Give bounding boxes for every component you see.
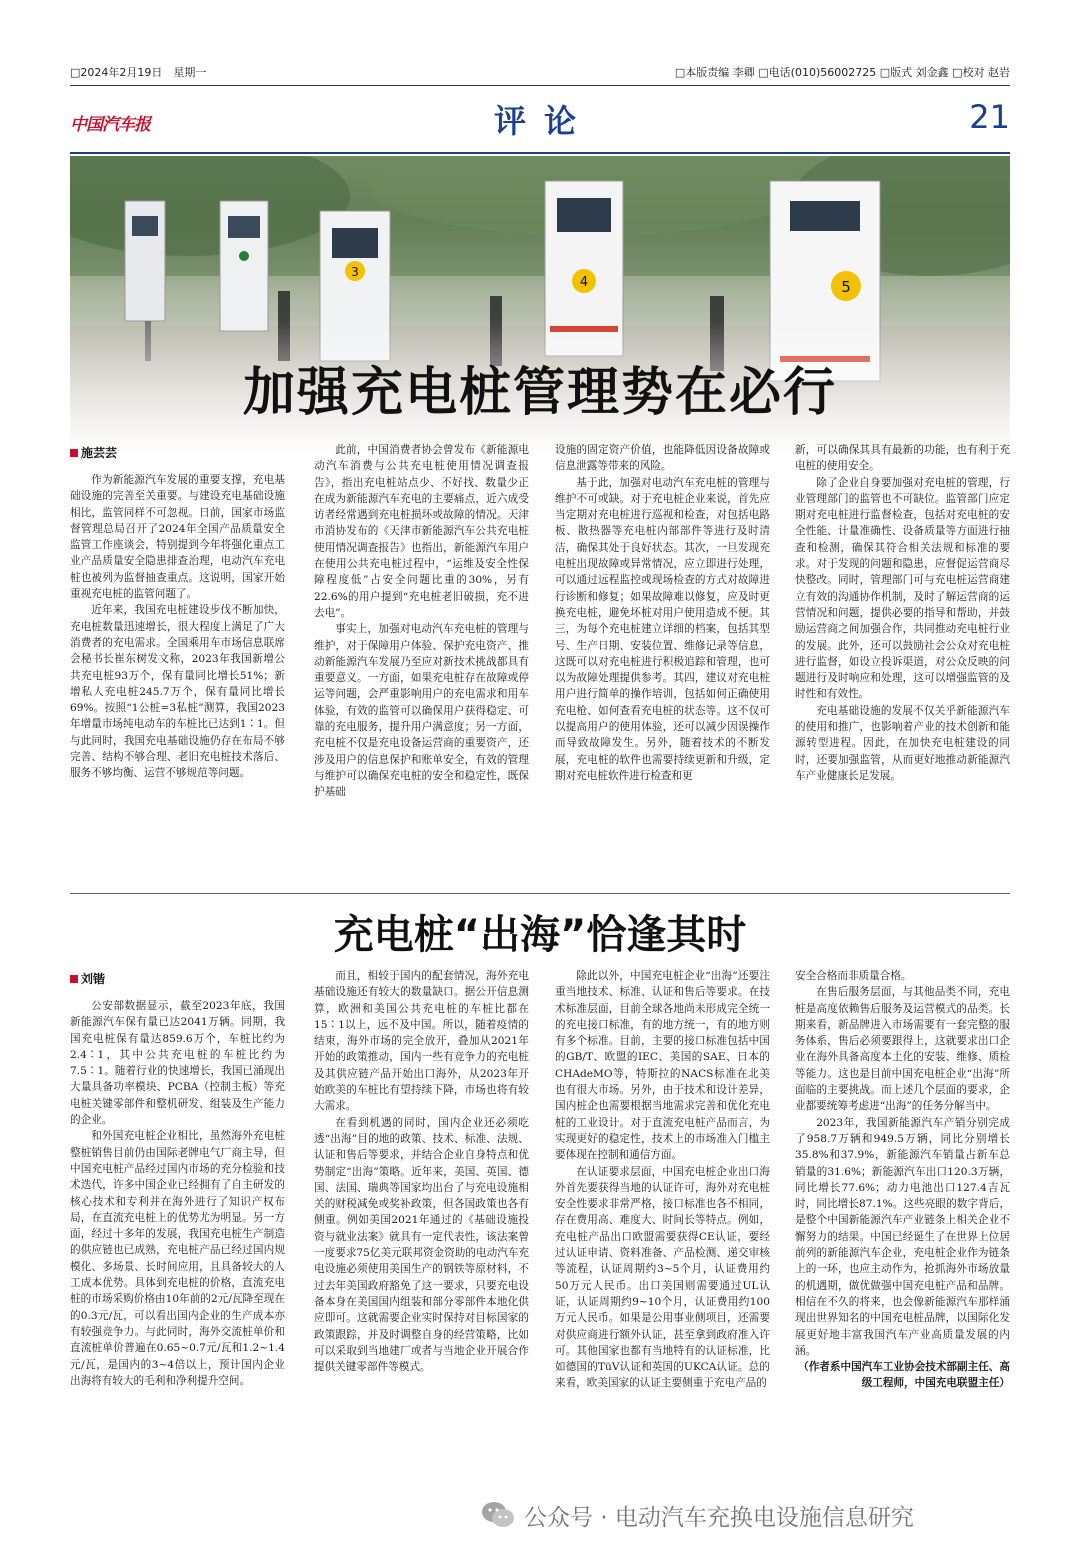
- byline-square-icon: [70, 449, 78, 457]
- wechat-watermark: [480, 1495, 914, 1535]
- article2-column-1: [70, 998, 285, 1468]
- article2-paragraph: 和外国充电桩企业相比，虽然海外充电桩整桩销售目前仍由国际老牌电气厂商主导，但中国充电桩产品经过国内市场的充分检验和技术迭代，许多中国企业已经拥有了自主研发的核心技术和专利并在海外进行了知识产权布局，在直流充电桩上的优势尤为明显。另一方面，经过十多年的发展，我国充电桩生产制造的供应链也已成熟，充电桩产品已经过国内规模化、多场景、长时间应用，且具备较大的人工成本优势。具体到充电桩的价格，直流充电桩的市场采购价格由10年前的2元/瓦降至现在的0.3元/瓦，可以看出国内企业的生产成本亦有较强竞争力。与此同时，海外交流桩单价和直流桩单价普遍在0.65~0.7元/瓦和1.2~1.4元/瓦，是国内的3~4倍以上，预计国内企业出海将有较大的毛利和净利提升空间。: [70, 1130, 285, 1387]
- article1-paragraph: 基于此，加强对电动汽车充电桩的管理与维护不可或缺。对于充电桩企业来说，首先应当定期对充电桩进行巡视和检查，对包括电路板、散热器等充电桩内部部件等进行及时清洁，确保其处于良好状态。其次，一旦发现充电桩出现故障或异常情况，应立即进行处理，可以通过远程监控或现场检查的方式对故障进行诊断和修复；如果故障难以修复，应及时更换充电桩，避免坏桩对用户使用造成不便。其三，为每个充电桩建立详细的档案，包括其型号、生产日期、安装位置、维修记录等信息，这既可以对充电桩进行积极追踪和管理，也可以为故障处理提供参考。其四，建议对充电桩用户进行简单的操作培训，包括如何正确使用充电枪、如何查看充电桩的状态等。这不仅可以提高用户的使用体验，还可以减少因误操作而导致故障发生。另外，随着技术的不断发展，充电桩的软件也需要持续更新和升级，定期对充电桩软件进行检查和更: [555, 476, 770, 782]
- page-number: 21: [969, 98, 1010, 136]
- section-title: 评论: [494, 102, 595, 140]
- header-rule: [70, 152, 1010, 154]
- article1-paragraph: 新，可以确保其具有最新的功能，也有利于充电桩的使用安全。: [795, 444, 1010, 473]
- masthead-bar: [70, 64, 1010, 82]
- article2-column-4: [795, 968, 1010, 1468]
- article1-paragraph: 充电基础设施的发展不仅关乎新能源汽车的使用和推广，也影响着产业的技术创新和能源转型进程。因此，在加快充电桩建设的同时，还要加强监管，从而更好地推动新能源汽车产业健康长足发展。: [795, 704, 1010, 782]
- article2-paragraph: 2023年，我国新能源汽车产销分别完成了958.7万辆和949.5万辆，同比分别增长35.8%和37.9%，新能源汽车销量占新车总销量的31.6%；新能源汽车出口120.3万辆，同比增长77.6%；动力电池出口127.4吉瓦时，同比增长87.1%。这些亮眼的数字背后，是整个中国新能源汽车产业链条上相关企业不懈努力的结果。中国已经诞生了在世界上位居前列的新能源汽车企业，充电桩企业作为链条上的一环，也应主动作为，抢抓海外市场放量的机遇期，做优做强中国充电桩产品和品牌。相信在不久的将来，也会像新能源汽车那样涌现出世界知名的中国充电桩品牌，以国际化发展更好地丰富我国汽车产业高质量发展的内涵。: [795, 1116, 1010, 1357]
- article1-column-4: [795, 442, 1010, 882]
- newspaper-logo: 中国汽车报: [70, 115, 150, 135]
- article1-column-3: [555, 442, 770, 882]
- top-rule: [70, 85, 1010, 86]
- article1-column-2: [314, 442, 529, 882]
- article1-paragraph: 除了企业自身要加强对充电桩的管理，行业管理部门的监管也不可缺位。监管部门应定期对充电桩进行监督检查，包括对充电桩的安全性能、计量准确性、设备质量等方面进行抽查和检测，确保其符合相关法规和标准的要求。对于发现的问题和隐患，应督促运营商尽快整改。同时，管理部门可与充电桩运营商建立有效的沟通协作机制，及时了解运营商的运营情况和问题，提供必要的指导和帮助，并鼓励运营商之间加强合作，共同推动充电桩行业的发展。此外，还可以鼓励社会公众对充电桩进行监督，如设立投诉渠道，对公众反映的问题进行及时响应和处理，这可以增强监管的及时性和有效性。: [795, 476, 1010, 701]
- article2-headline: 充电桩“出海”恰逢其时: [333, 912, 747, 958]
- article1-byline: [70, 444, 117, 461]
- article2-column-2: [314, 968, 529, 1468]
- article1-author: 施芸芸: [81, 446, 118, 460]
- author-note: （作者系中国汽车工业协会技术部副主任、高级工程师，中国充电联盟主任）: [798, 1361, 1010, 1390]
- page-header: [70, 92, 1010, 150]
- article2-paragraph: 公安部数据显示，截至2023年底，我国新能源汽车保有量已达2041万辆。同期，我国充电桩保有量达859.6万个，车桩比约为2.4∶1，其中公共充电桩的车桩比约为7.5∶1。随着行业的快速增长，我国已涌现出大量具备功率模块、PCBA（控制主板）等充电桩关键零部件和整机研发、组装及生产能力的企业。: [70, 1000, 285, 1127]
- article1-paragraph: 近年来，我国充电桩建设步伐不断加快，充电桩数量迅速增长，很大程度上满足了广大消费者的充电需求。全国乘用车市场信息联席会秘书长崔东树发文称，2023年我国新增公共充电桩93万个，保有量同比增长51%；新增私人充电桩245.7万个，保有量同比增长69%。按照“1公桩=3私桩”测算，我国2023年增量市场纯电动车的车桩比已达到1∶1。但与此同时，我国充电基础设施仍存在布局不够完善、结构不够合理、老旧充电桩技术落后、服务不够均衡、运营不够规范等问题。: [70, 604, 285, 780]
- article2-paragraph: 除此以外，中国充电桩企业“出海”还要注重当地技术、标准、认证和售后等要求。在技术标准层面，目前全球各地尚未形成完全统一的充电接口标准，有的地方统一，有的地方则有多个标准。目前，主要的接口标准包括中国的GB/T、欧盟的IEC、美国的SAE、日本的CHAdeMO等，特斯拉的NACS标准在北美也有很大市场。另外，由于技术和设计差异，国内桩企也需要根据当地需求完善和优化充电桩的工业设计。对于直流充电桩产品而言，为实现更好的稳定性，技术上的市场准入门槛主要体现在控制和通信方面。: [555, 970, 770, 1162]
- article2-paragraph: 在看到机遇的同时，国内企业还必须吃透“出海”目的地的政策、技术、标准、法规、认证和售后等要求，并结合企业自身特点和优势制定“出海”策略。近年来，美国、英国、德国、法国、瑞典等国家均出台了与充电设施相关的财税减免或奖补政策，但各国政策也各有侧重。例如美国2021年通过的《基础设施投资与就业法案》就具有一定代表性，该法案曾一度要求75亿美元联邦资金资助的电动汽车充电设施必须使用美国生产的钢铁等原材料，不过去年美国政府豁免了这一要求，只要充电设备本身在美国国内组装和部分零部件本地化供应即可。这就需要企业实时保持对目标国家的政策跟踪，并及时调整自身的经营策略，比如可以采取到当地建厂或者与当地企业开展合作提供关键零部件等模式。: [314, 1116, 529, 1374]
- article2-paragraph: 在售后服务层面，与其他品类不同，充电桩是高度依赖售后服务及运营模式的品类。长期来看，新品牌进入市场需要有一套完整的服务体系，售后必须要跟得上，这就要求出口企业在海外具备高度本土化的安装、维修、质检等能力。这也是目前中国充电桩企业“出海”所面临的主要挑战。而上述几个层面的要求，企业都要统筹考虑进“出海”的任务分解当中。: [795, 986, 1010, 1113]
- article-divider: [70, 893, 1010, 894]
- article2-paragraph: 在认证要求层面，中国充电桩企业出口海外首先要获得当地的认证许可，海外对充电桩安全性要求非常严格，接口标准也各不相同，存在费用高、难度大、时间长等特点。例如，充电桩产品出口欧盟需要获得CE认证，要经过认证申请、资料准备、产品检测、递交审核等流程，认证周期约3~5个月，认证费用约50万元人民币。出口美国则需要通过UL认证，认证周期约9~10个月，认证费用约100万元人民币。如果是公用事业侧项目，还需要对供应商进行额外认证，甚至拿到政府准入许可。其他国家也都有当地特有的认证标准，比如德国的TüV认证和英国的UKCA认证。总的来看，欧美国家的认证主要侧重于充电产品的: [555, 1165, 770, 1390]
- watermark-text: 公众号 · 电动汽车充换电设施信息研究: [524, 1504, 914, 1531]
- article2-paragraph: 安全合格而非质量合格。: [795, 970, 912, 982]
- article1-paragraph: 设施的固定资产价值，也能降低因设备故障或信息泄露等带来的风险。: [555, 444, 770, 473]
- issue-date: □2024年2月19日 星期一: [70, 66, 207, 79]
- article2-author: 刘锴: [81, 972, 106, 986]
- article2-column-3: [555, 968, 770, 1468]
- article1-paragraph: 此前，中国消费者协会曾发布《新能源电动汽车消费与公共充电桩使用情况调查报告》，指出充电桩站点少、不好找、数量少正在成为新能源汽车充电的主要痛点，近六成受访者经常遇到充电桩损坏或故障的情况。天津市消协发布的《天津市新能源汽车公共充电桩使用情况调查报告》也指出，新能源汽车用户在使用公共充电桩过程中，“运维及安全性保障程度低”占安全问题比重的30%，另有22.6%的用户提到“充电桩老旧破损，充不进去电”。: [314, 444, 529, 619]
- byline-square-icon: [70, 975, 78, 983]
- article1-column-1: [70, 472, 285, 882]
- article1-paragraph: 事实上，加强对电动汽车充电桩的管理与维护，对于保障用户体验、保护充电资产、推动新能源汽车发展乃至应对新技术挑战都具有重要意义。一方面，如果充电桩存在故障或停运等问题，会严重影响用户的充电需求和用车体验，有效的监管可以确保用户获得稳定、可靠的充电服务，提升用户满意度；另一方面，充电桩不仅是充电设备运营商的重要资产，还涉及用户的信息保护和账单安全，有效的管理与维护可以确保充电桩的安全和稳定性，既保护基础: [314, 623, 529, 799]
- article2-byline: [70, 970, 105, 987]
- article2-paragraph: 而且，相较于国内的配套情况，海外充电基础设施还有较大的数量缺口。据公开信息测算，欧洲和美国公共充电桩的车桩比都在15∶1以上，远不及中国。所以，随着疫情的结束，海外市场的完全放开，叠加从2021年开始的政策推动，国内一些有竞争力的充电桩及其供应链产品开始出口海外，从2023年开始欧美的车桩比有望持续下降，市场也将有较大需求。: [314, 970, 529, 1113]
- article1-headline: 加强充电桩管理势在必行: [242, 363, 837, 423]
- editor-credits: □本版责编 李卿 □电话(010)56002725 □版式 刘金鑫 □校对 赵岩: [674, 66, 1010, 79]
- wechat-icon: [480, 1497, 516, 1533]
- article1-paragraph: 作为新能源汽车发展的重要支撑，充电基础设施的完善至关重要。与建设充电基础设施相比，监管同样不可忽视。日前，国家市场监督管理总局召开了2024年全国产品质量安全监管工作座谈会，特别提到今年将强化重点工业产品质量安全隐患排查治理，电动汽车充电桩也被列为监督抽查重点。这说明，国家开始重视充电桩的监管问题了。: [70, 474, 285, 601]
